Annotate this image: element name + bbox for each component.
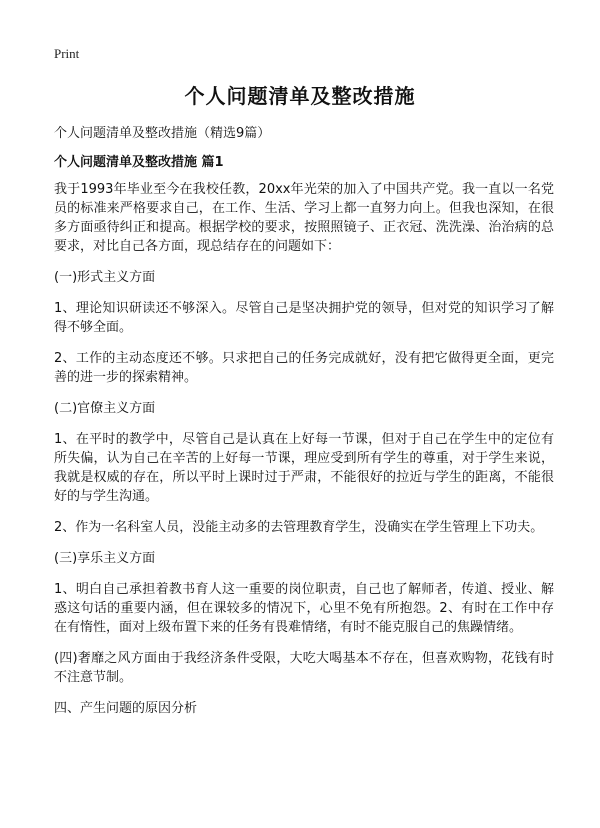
formalism-item-1: 1、理论知识研读还不够深入。尽管自己是坚决拥护党的领导，但对党的知识学习了解得不够全面。 [54,301,554,335]
cause-analysis-heading: 四、产生问题的原因分析 [54,701,198,716]
extravagance-paragraph: (四)奢靡之风方面由于我经济条件受限，大吃大喝基本不存在，但喜欢购物，花钱有时不注意节制。 [54,651,554,685]
formalism-item-2: 2、工作的主动态度还不够。只求把自己的任务完成就好，没有把它做得更全面，更完善的进一步的探索精神。 [54,351,554,385]
intro-paragraph: 我于1993年毕业至今在我校任教，20xx年光荣的加入了中国共产党。我一直以一名党员的标准来严格要求自己，在工作、生活、学习上都一直努力向上。但我也深知，在很多方面亟待纠正和提高。根据学校的要求，按照照镜子、正衣冠、洗洗澡、治治病的总要求，对比自己各方面，现总结存在的问题如下： [54,182,554,254]
subsection-heading-bureaucracy: (二)官僚主义方面 [54,401,156,416]
document-subtitle: 个人问题清单及整改措施（精选9篇） [54,126,271,141]
document-body [54,180,554,730]
bureaucracy-item-2: 2、作为一名科室人员，没能主动多的去管理教育学生，没确实在学生管理上下功夫。 [54,520,544,535]
bureaucracy-item-1: 1、在平时的教学中，尽管自己是认真在上好每一节课，但对于自己在学生中的定位有所失偏，认为自己在辛苦的上好每一节课，理应受到所有学生的尊重，对于学生来说，我就是权威的存在，所以平时上课时过于严肃，不能很好的拉近与学生的距离，不能很好的与学生沟通。 [54,432,554,504]
page-title: 个人问题清单及整改措施 [184,84,416,108]
subsection-heading-formalism: (一)形式主义方面 [54,270,156,285]
hedonism-items: 1、明白自己承担着教书育人这一重要的岗位职责，自己也了解师者，传道、授业、解惑这句话的重要内涵，但在课较多的情况下，心里不免有所抱怨。2、有时在工作中存在有惰性，面对上级布置下来的任务有畏难情绪，有时不能克服自己的焦躁情绪。 [54,582,554,635]
subsection-heading-hedonism: (三)享乐主义方面 [54,551,156,566]
section-title: 个人问题清单及整改措施 篇1 [54,155,224,170]
print-label: Print [54,46,80,61]
